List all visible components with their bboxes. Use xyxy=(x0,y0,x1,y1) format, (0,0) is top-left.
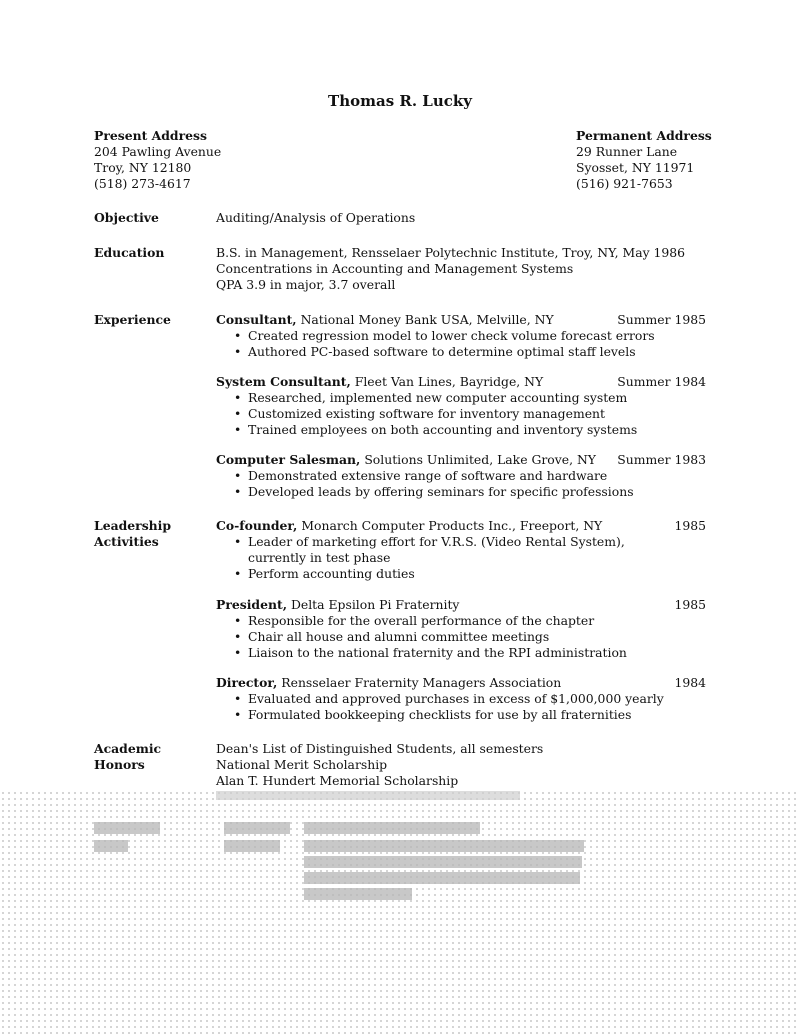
job-bullet: • Created regression model to lower check volume forecast errors xyxy=(234,328,655,343)
education-label: Education xyxy=(94,245,165,260)
present-address-line1: 204 Pawling Avenue xyxy=(94,144,222,159)
job-title: Computer Salesman, xyxy=(216,452,361,467)
honors-line: Alan T. Hundert Memorial Scholarship xyxy=(216,773,459,788)
objective-text: Auditing/Analysis of Operations xyxy=(216,210,416,225)
experience-label: Experience xyxy=(94,312,171,327)
redacted-text-block xyxy=(216,791,520,800)
job-bullet: • Customized existing software for inventory management xyxy=(234,406,605,421)
role-bullet: • Formulated bookkeeping checklists for use by all fraternities xyxy=(234,707,632,722)
honors-line: National Merit Scholarship xyxy=(216,757,388,772)
redacted-text-block xyxy=(94,822,160,834)
job-date: Summer 1985 xyxy=(617,312,706,327)
role-org: Delta Epsilon Pi Fraternity xyxy=(287,597,460,612)
job-bullet: • Demonstrated extensive range of software and hardware xyxy=(234,468,608,483)
job-org: National Money Bank USA, Melville, NY xyxy=(296,312,554,327)
role-heading xyxy=(216,518,602,534)
role-org: Rensselaer Fraternity Managers Association xyxy=(277,675,562,690)
honors-line: Dean's List of Distinguished Students, all semesters xyxy=(216,741,544,756)
bullet-icon: • xyxy=(234,645,242,660)
bullet-icon: • xyxy=(234,534,242,549)
role-bullet: • Liaison to the national fraternity and the RPI administration xyxy=(234,645,627,660)
bullet-icon: • xyxy=(234,468,242,483)
role-bullet-continuation: currently in test phase xyxy=(248,550,391,565)
present-address-phone: (518) 273-4617 xyxy=(94,176,191,191)
education-line: Concentrations in Accounting and Management Systems xyxy=(216,261,574,276)
bullet-icon: • xyxy=(234,406,242,421)
redacted-text-block xyxy=(304,840,584,852)
job-title: Consultant, xyxy=(216,312,297,327)
role-date: 1985 xyxy=(674,597,706,612)
permanent-address-phone: (516) 921-7653 xyxy=(576,176,673,191)
job-date: Summer 1983 xyxy=(617,452,706,467)
job-bullet: • Researched, implemented new computer accounting system xyxy=(234,390,628,405)
bullet-icon: • xyxy=(234,613,242,628)
honors-label: Academic xyxy=(94,741,162,756)
leadership-label: Activities xyxy=(94,534,159,549)
job-bullet: • Authored PC-based software to determine optimal staff levels xyxy=(234,344,636,359)
permanent-address-heading: Permanent Address xyxy=(576,128,712,143)
redacted-text-block xyxy=(304,872,580,884)
role-bullet: • Evaluated and approved purchases in excess of $1,000,000 yearly xyxy=(234,691,664,706)
present-address-heading: Present Address xyxy=(94,128,207,143)
resume-name: Thomas R. Lucky xyxy=(328,92,472,110)
bullet-icon: • xyxy=(234,629,242,644)
role-bullet: • Leader of marketing effort for V.R.S. (Video Rental System), xyxy=(234,534,625,549)
job-heading xyxy=(216,374,543,390)
bullet-icon: • xyxy=(234,691,242,706)
present-address-line2: Troy, NY 12180 xyxy=(94,160,192,175)
job-title: System Consultant, xyxy=(216,374,351,389)
role-bullet: • Perform accounting duties xyxy=(234,566,415,581)
redacted-text-block xyxy=(224,840,280,852)
permanent-address-line1: 29 Runner Lane xyxy=(576,144,678,159)
bullet-icon: • xyxy=(234,344,242,359)
objective-label: Objective xyxy=(94,210,159,225)
education-line: QPA 3.9 in major, 3.7 overall xyxy=(216,277,396,292)
job-bullet: • Developed leads by offering seminars for specific professions xyxy=(234,484,634,499)
role-bullet: • Chair all house and alumni committee meetings xyxy=(234,629,550,644)
redacted-text-block xyxy=(304,856,582,868)
job-org: Solutions Unlimited, Lake Grove, NY xyxy=(360,452,596,467)
redacted-text-block xyxy=(304,822,480,834)
job-org: Fleet Van Lines, Bayridge, NY xyxy=(350,374,544,389)
permanent-address-line2: Syosset, NY 11971 xyxy=(576,160,695,175)
bullet-icon: • xyxy=(234,390,242,405)
bullet-icon: • xyxy=(234,422,242,437)
job-heading xyxy=(216,452,596,468)
role-date: 1984 xyxy=(674,675,706,690)
redacted-text-block xyxy=(94,840,128,852)
redacted-text-block xyxy=(224,822,290,834)
role-title: Co-founder, xyxy=(216,518,298,533)
honors-label: Honors xyxy=(94,757,145,772)
bullet-icon: • xyxy=(234,484,242,499)
bullet-icon: • xyxy=(234,707,242,722)
bullet-icon: • xyxy=(234,566,242,581)
job-heading xyxy=(216,312,554,328)
job-bullet: • Trained employees on both accounting and inventory systems xyxy=(234,422,638,437)
redacted-text-block xyxy=(304,888,412,900)
education-line: B.S. in Management, Rensselaer Polytechnic Institute, Troy, NY, May 1986 xyxy=(216,245,686,260)
job-date: Summer 1984 xyxy=(617,374,706,389)
role-bullet: • Responsible for the overall performance of the chapter xyxy=(234,613,595,628)
role-org: Monarch Computer Products Inc., Freeport, NY xyxy=(297,518,603,533)
role-title: Director, xyxy=(216,675,278,690)
role-date: 1985 xyxy=(674,518,706,533)
leadership-label: Leadership xyxy=(94,518,172,533)
bullet-icon: • xyxy=(234,328,242,343)
role-heading xyxy=(216,675,561,691)
role-heading xyxy=(216,597,459,613)
role-title: President, xyxy=(216,597,288,612)
